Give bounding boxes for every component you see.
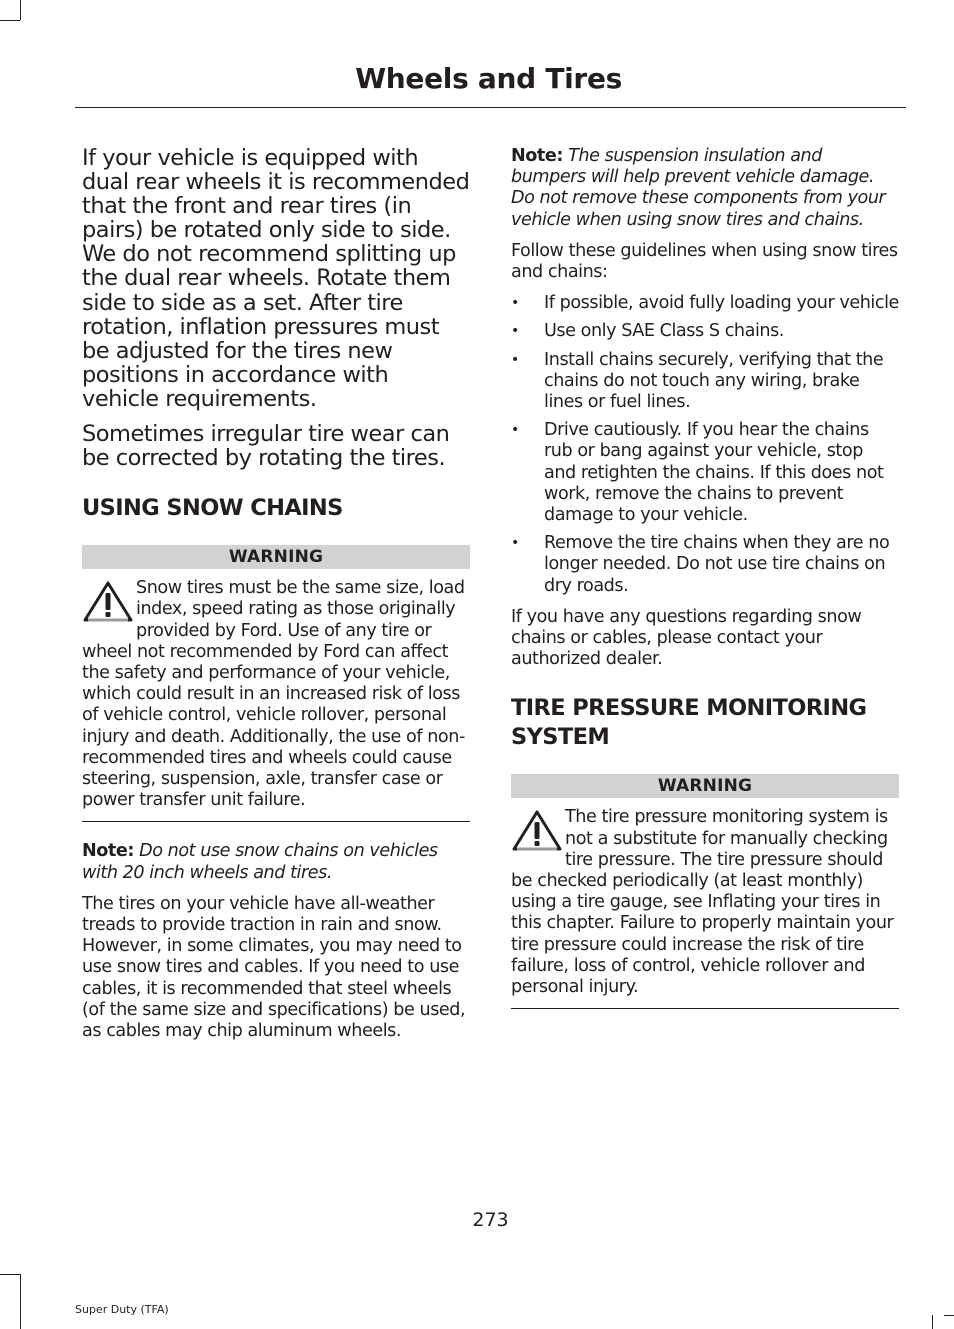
note-paragraph	[82, 841, 470, 883]
questions-paragraph: If you have any questions regarding snow chains or cables, please contact your authorized dealer.	[511, 606, 862, 670]
warning-text: The tire pressure monitoring system is not a substitute for manually checking tire pressure. The tire pressure should be checked periodically (at least monthly) using a tire gauge, see Inflating your tires in this chapter. Failure to properly maintain your tire pressure could increase the risk of tire failure, loss of control, vehicle rollover and personal injury.	[511, 807, 894, 998]
page-title: Wheels and Tires	[355, 62, 622, 95]
bullet-icon: •	[511, 323, 519, 340]
guidelines-list	[511, 293, 899, 597]
bullet-icon: •	[511, 535, 519, 552]
crop-mark	[932, 1315, 933, 1329]
left-column	[82, 146, 470, 1052]
crop-mark	[0, 20, 20, 21]
warning-triangle-icon	[511, 809, 563, 853]
warning-banner: WARNING	[82, 545, 470, 569]
warning-banner: WARNING	[511, 774, 899, 798]
warning-text-container	[82, 578, 470, 811]
crop-mark	[20, 1274, 21, 1329]
warning-box	[511, 798, 899, 1009]
page-number: 273	[472, 1209, 509, 1231]
note-text: Do not use snow chains on vehicles with 20 inch wheels and tires.	[82, 841, 438, 883]
dual-rear-wheels-paragraph: If your vehicle is equipped with dual rear wheels it is recommended that the front and rear tires (in pairs) be rotated only side to side. We do not recommend splitting up the dual rear wheels. Rotate them side to side as a set. After tire rotation, inflation pressures must be adjusted for the tires new positions in accordance with vehicle requirements.	[82, 145, 470, 412]
crop-mark	[944, 1315, 954, 1316]
crop-mark	[20, 0, 21, 20]
right-column	[511, 146, 899, 1028]
irregular-wear-paragraph: Sometimes irregular tire wear can be corrected by rotating the tires.	[82, 421, 450, 472]
crop-mark	[0, 1274, 20, 1275]
footer-model: Super Duty (TFA)	[75, 1303, 169, 1316]
warning-triangle-icon	[82, 580, 134, 624]
section-title-snow-chains: USING SNOW CHAINS	[82, 495, 343, 522]
section-title-tpms: TIRE PRESSURE MONITORING SYSTEM	[511, 695, 867, 751]
note-label: Note:	[511, 146, 563, 166]
list-item: • Drive cautiously. If you hear the chains rub or bang against your vehicle, stop and retighten the chains. If this does not work, remove the chains to prevent damage to your vehicle.	[511, 420, 884, 526]
list-item: • Use only SAE Class S chains.	[511, 321, 784, 342]
guidelines-intro: Follow these guidelines when using snow tires and chains:	[511, 240, 898, 283]
note-paragraph	[511, 146, 899, 231]
list-item: • Remove the tire chains when they are no longer needed. Do not use tire chains on dry roads.	[511, 533, 890, 596]
page-header	[75, 60, 906, 108]
warning-text-container	[511, 807, 899, 998]
warning-text: Snow tires must be the same size, load index, speed rating as those originally provided by Ford. Use of any tire or wheel not recommended by Ford can affect the safety and performance of your vehicle, which could result in an increased risk of loss of vehicle control, vehicle rollover, personal injury and death. Additionally, the use of non-recommended tires and wheels could cause steering, suspension, axle, transfer case or power transfer unit failure.	[82, 578, 465, 811]
list-item: • If possible, avoid fully loading your vehicle	[511, 293, 899, 314]
bullet-icon: •	[511, 351, 519, 368]
note-text: The suspension insulation and bumpers will help prevent vehicle damage. Do not remove these components from your vehicle when using snow tires and chains.	[511, 146, 886, 230]
warning-box	[82, 569, 470, 822]
bullet-icon: •	[511, 422, 519, 439]
bullet-icon: •	[511, 295, 519, 312]
all-weather-treads-paragraph: The tires on your vehicle have all-weather treads to provide traction in rain and snow. However, in some climates, you may need to use snow tires and cables. If you need to use cables, it is recommended that steel wheels (of the same size and specifications) be used, as cables may chip aluminum wheels.	[82, 893, 466, 1042]
list-item: • Install chains securely, verifying that the chains do not touch any wiring, brake lines or fuel lines.	[511, 349, 884, 413]
note-label: Note:	[82, 841, 134, 862]
